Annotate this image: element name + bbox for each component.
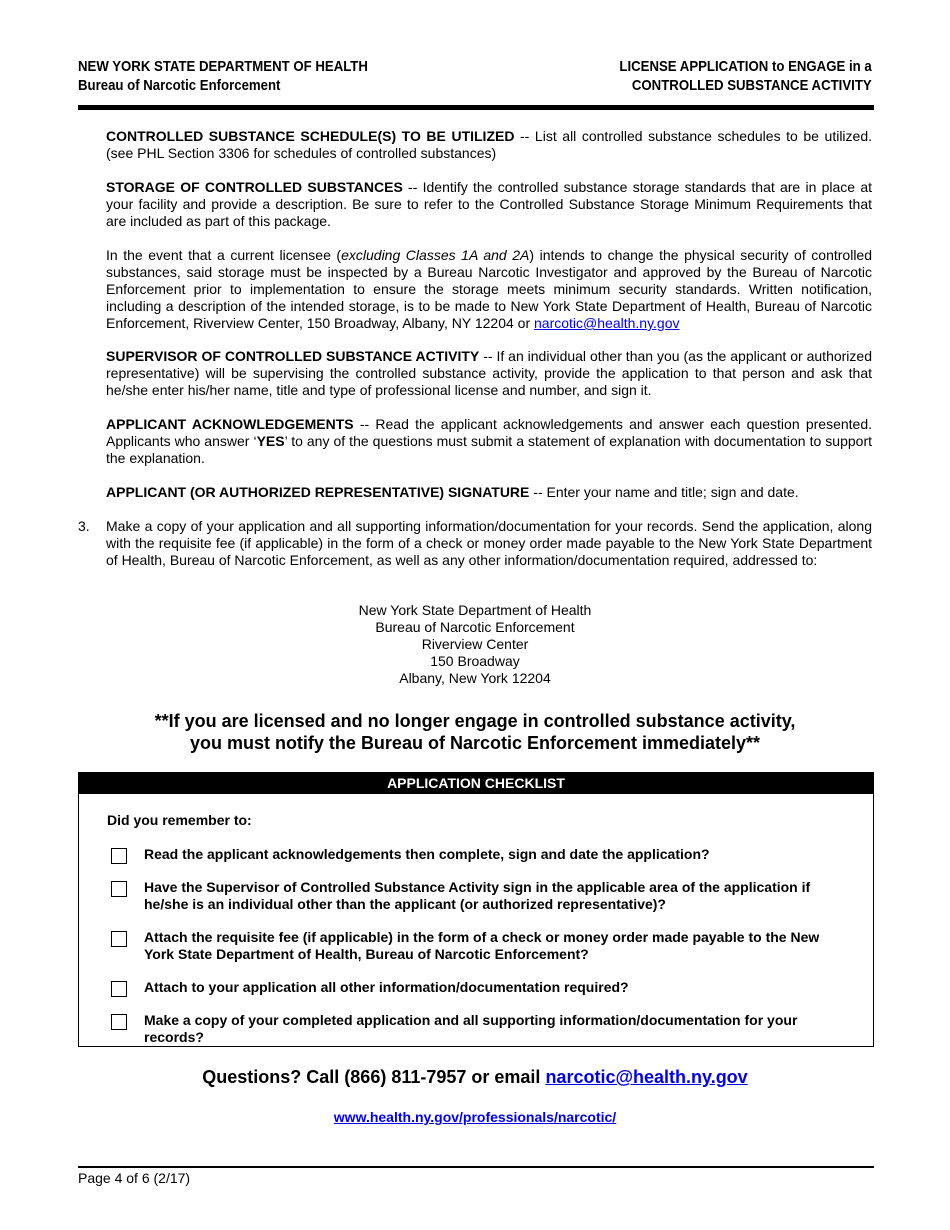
footer-divider xyxy=(78,1166,874,1168)
checklist-item xyxy=(107,929,842,963)
checklist-subtitle: Did you remember to: xyxy=(107,812,252,828)
storage-text: -- Identify the controlled substance storage standards that are in place at your facility and provide a description. Be sure to refer to the Controlled Substance Storage Minimum Requirements that are included as part of this package. xyxy=(106,179,873,229)
checklist-checkbox[interactable] xyxy=(111,881,127,897)
website-link[interactable]: www.health.ny.gov/professionals/narcotic/ xyxy=(333,1109,617,1125)
checklist-checkbox[interactable] xyxy=(111,848,127,864)
questions-text: Questions? Call (866) 811-7957 or email xyxy=(202,1067,546,1087)
storage-change-text-b: ) intends to change the physical security of controlled substances, said storage must be inspected by a Bureau Narcotic Investigator and approved by the Bureau of Narcotic Enforcement prior to implementation to ensure the storage meets minimum security standards. Written notification, including a description of the intended storage, is to be made to New York State Department of Health, Bureau of Narcotic Enforcement, Riverview Center, 150 Broadway, Albany, NY 12204 or xyxy=(106,247,873,331)
schedules-paragraph xyxy=(106,128,872,162)
address-line: 150 Broadway xyxy=(430,653,520,669)
signature-text: -- Enter your name and title; sign and date. xyxy=(529,484,799,500)
checklist-item xyxy=(107,1012,842,1046)
header-form-title xyxy=(620,57,872,95)
signature-heading: APPLICANT (OR AUTHORIZED REPRESENTATIVE) SIGNATURE xyxy=(106,484,530,500)
storage-paragraph xyxy=(106,179,872,230)
checklist-item-text: Attach to your application all other information/documentation required? xyxy=(144,979,629,995)
checklist-item xyxy=(107,979,842,996)
acknowledgements-paragraph xyxy=(106,416,872,467)
checklist-checkbox[interactable] xyxy=(111,931,127,947)
notice-line2: you must notify the Bureau of Narcotic Enforcement immediately** xyxy=(189,733,761,753)
supervisor-paragraph xyxy=(106,348,872,399)
address-line: Riverview Center xyxy=(421,636,529,652)
acknowledgements-text-b: ’ to any of the questions must submit a statement of explanation with documentation to support the explanation. xyxy=(106,433,873,466)
instruction-item-3 xyxy=(78,518,872,569)
notification-notice xyxy=(0,710,950,754)
header-agency-name: NEW YORK STATE DEPARTMENT OF HEALTH xyxy=(78,58,368,75)
storage-change-text-a: In the event that a current licensee ( xyxy=(106,247,342,263)
instruction-item-text: Make a copy of your application and all supporting information/documentation for your records. Send the application, along with the requisite fee (if applicable) in the form of a check or money order made payable to the New York State Department of Health, Bureau of Narcotic Enforcement, as well as any other information/documentation required, addressed to: xyxy=(106,518,872,568)
acknowledgements-yes: YES xyxy=(256,433,285,449)
storage-email-link[interactable]: narcotic@health.ny.gov xyxy=(534,315,680,331)
acknowledgements-text-a: -- Read the applicant acknowledgements and answer each question presented. Applicants who answer ‘ xyxy=(106,416,872,449)
header-form-title-line2: CONTROLLED SUBSTANCE ACTIVITY xyxy=(632,77,872,94)
notice-line1: **If you are licensed and no longer engage in controlled substance activity, xyxy=(154,711,796,731)
questions-contact xyxy=(0,1066,950,1088)
schedules-text: -- List all controlled substance schedules to be utilized. (see PHL Section 3306 for schedules of controlled substances) xyxy=(106,128,872,161)
checklist-item-text: Make a copy of your completed application and all supporting information/documentation for your records? xyxy=(144,1012,798,1045)
checklist-item-text: Have the Supervisor of Controlled Substance Activity sign in the applicable area of the application if he/she is an individual other than the applicant (or authorized representative)? xyxy=(144,879,811,912)
storage-change-exclusion: excluding Classes 1A and 2A xyxy=(341,247,530,263)
instruction-item-number: 3. xyxy=(78,518,90,534)
header-form-title-line1: LICENSE APPLICATION to ENGAGE in a xyxy=(619,58,872,75)
application-checklist xyxy=(78,772,874,1047)
checklist-item-text: Attach the requisite fee (if applicable) in the form of a check or money order made payable to the New York State Department of Health, Bureau of Narcotic Enforcement? xyxy=(144,929,820,962)
checklist-checkbox[interactable] xyxy=(111,981,127,997)
address-line: Bureau of Narcotic Enforcement xyxy=(375,619,575,635)
website-line xyxy=(0,1109,950,1126)
contact-email-link[interactable]: narcotic@health.ny.gov xyxy=(545,1067,748,1087)
supervisor-text: -- If an individual other than you (as the applicant or authorized representative) will be supervising the controlled substance activity, provide the application to that person and ask that he/she enter his/her name, title and type of professional license and number, and sign it. xyxy=(106,348,872,398)
storage-heading: STORAGE OF CONTROLLED SUBSTANCES xyxy=(106,179,403,195)
mailing-address xyxy=(0,602,950,687)
header-agency xyxy=(78,57,368,95)
checklist-item xyxy=(107,846,842,863)
checklist-item-text: Read the applicant acknowledgements then complete, sign and date the application? xyxy=(144,846,710,862)
schedules-heading: CONTROLLED SUBSTANCE SCHEDULE(S) TO BE UTILIZED xyxy=(106,128,515,144)
checklist-item xyxy=(107,879,842,913)
header-divider xyxy=(78,105,874,110)
acknowledgements-heading: APPLICANT ACKNOWLEDGEMENTS xyxy=(106,416,354,432)
address-line: Albany, New York 12204 xyxy=(399,670,551,686)
supervisor-heading: SUPERVISOR OF CONTROLLED SUBSTANCE ACTIVITY xyxy=(106,348,480,364)
checklist-title: APPLICATION CHECKLIST xyxy=(78,772,874,794)
address-line: New York State Department of Health xyxy=(358,602,592,618)
header-bureau-name: Bureau of Narcotic Enforcement xyxy=(78,77,281,94)
signature-paragraph xyxy=(106,484,872,501)
checklist-checkbox[interactable] xyxy=(111,1014,127,1030)
page-number: Page 4 of 6 (2/17) xyxy=(78,1170,191,1186)
storage-change-paragraph xyxy=(106,247,872,332)
